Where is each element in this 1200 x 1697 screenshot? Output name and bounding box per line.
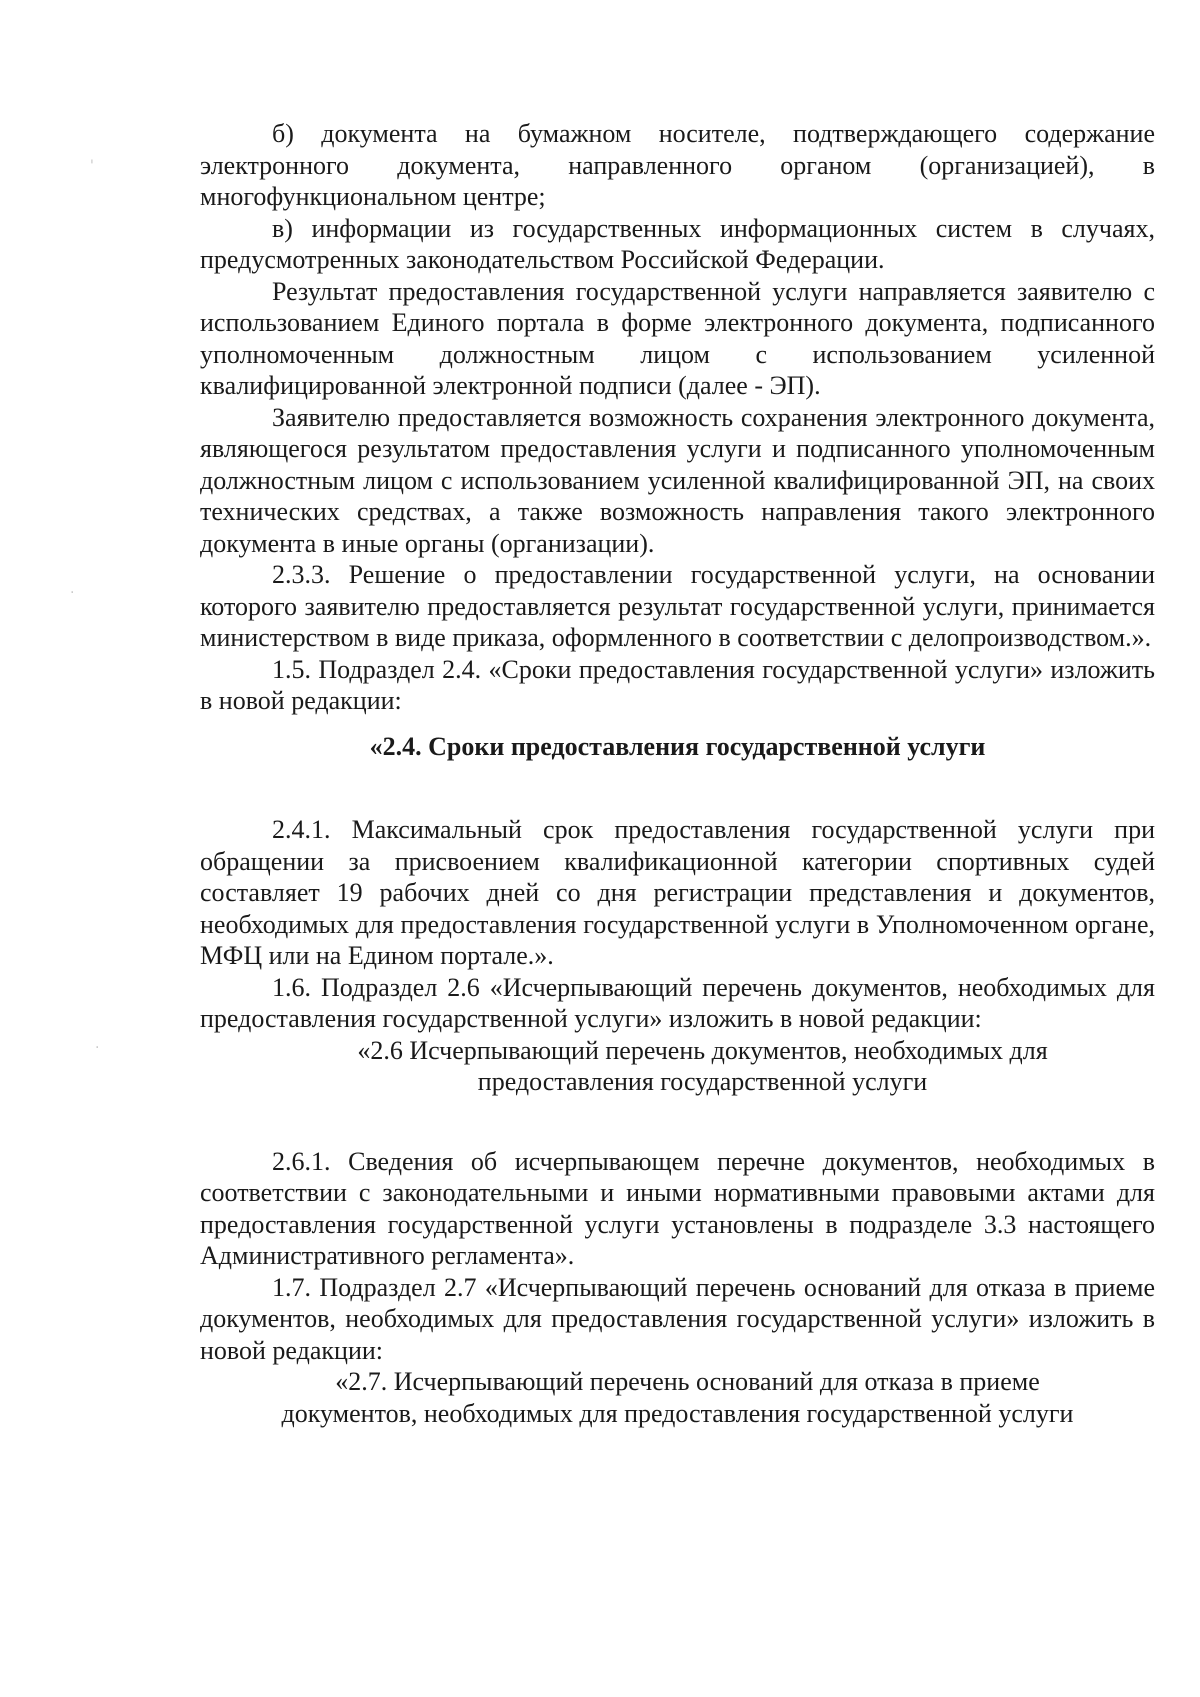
scan-artifact: · <box>95 1040 100 1056</box>
paragraph-2-4-1: 2.4.1. Максимальный срок предоставления государственной услуги при обращении за присвоением квалификационной категории спортивных судей составляет 19 рабочих дней со дня регистрации представления и документов, необходимых для предоставления государственной услуги в Уполномоченном органе, МФЦ или на Едином портале.». <box>200 815 1155 970</box>
paragraph-result: Результат предоставления государственной услуги направляется заявителю с использованием Единого портала в форме электронного документа, подписанного уполномоченным должностным лицом с использованием усиленной квалифицированной электронной подписи (далее - ЭП). <box>200 276 1155 400</box>
section-heading-2-7-line2: документов, необходимых для предоставления государственной услуги <box>281 1398 1074 1428</box>
document-body <box>200 118 1155 1429</box>
paragraph-2-3-3: 2.3.3. Решение о предоставлении государственной услуги, на основании которого заявителю предоставляется результат государственной услуги, принимается министерством в виде приказа, оформленного в соответствии с делопроизводством.». <box>200 560 1155 652</box>
section-heading-2-6-line2: предоставления государственной услуги <box>477 1067 928 1096</box>
section-heading-2-6-line1: «2.6 Исчерпывающий перечень документов, необходимых для <box>357 1035 1048 1065</box>
paragraph-1-7: 1.7. Подраздел 2.7 «Исчерпывающий перечень оснований для отказа в приеме документов, необходимых для предоставления государственной услуги» изложить в новой редакции: <box>200 1272 1155 1365</box>
section-heading-2-4: «2.4. Сроки предоставления государственной услуги <box>369 731 986 761</box>
paragraph-1-6: 1.6. Подраздел 2.6 «Исчерпывающий перечень документов, необходимых для предоставления государственной услуги» изложить в новой редакции: <box>200 972 1155 1033</box>
scan-artifact: ' <box>90 158 94 174</box>
section-heading-2-7-line1: «2.7. Исчерпывающий перечень оснований для отказа в приеме <box>335 1367 1040 1396</box>
paragraph-item-b: б) документа на бумажном носителе, подтверждающего содержание электронного документа, направленного органом (организацией), в многофункциональном центре; <box>200 119 1155 211</box>
paragraph-1-5: 1.5. Подраздел 2.4. «Сроки предоставления государственной услуги» изложить в новой редакции: <box>200 654 1155 715</box>
paragraph-save-option: Заявителю предоставляется возможность сохранения электронного документа, являющегося результатом предоставления услуги и подписанного уполномоченным должностным лицом с использованием усиленной квалифицированной ЭП, на своих технических средствах, а также возможность направления такого электронного документа в иные органы (организации). <box>200 402 1155 558</box>
scan-artifact: · <box>70 585 75 601</box>
paragraph-item-v: в) информации из государственных информационных систем в случаях, предусмотренных законодательством Российской Федерации. <box>200 213 1155 274</box>
paragraph-2-6-1: 2.6.1. Сведения об исчерпывающем перечне документов, необходимых в соответствии с законодательными и иными нормативными правовыми актами для предоставления государственной услуги установлены в подразделе 3.3 настоящего Административного регламента». <box>200 1146 1155 1270</box>
